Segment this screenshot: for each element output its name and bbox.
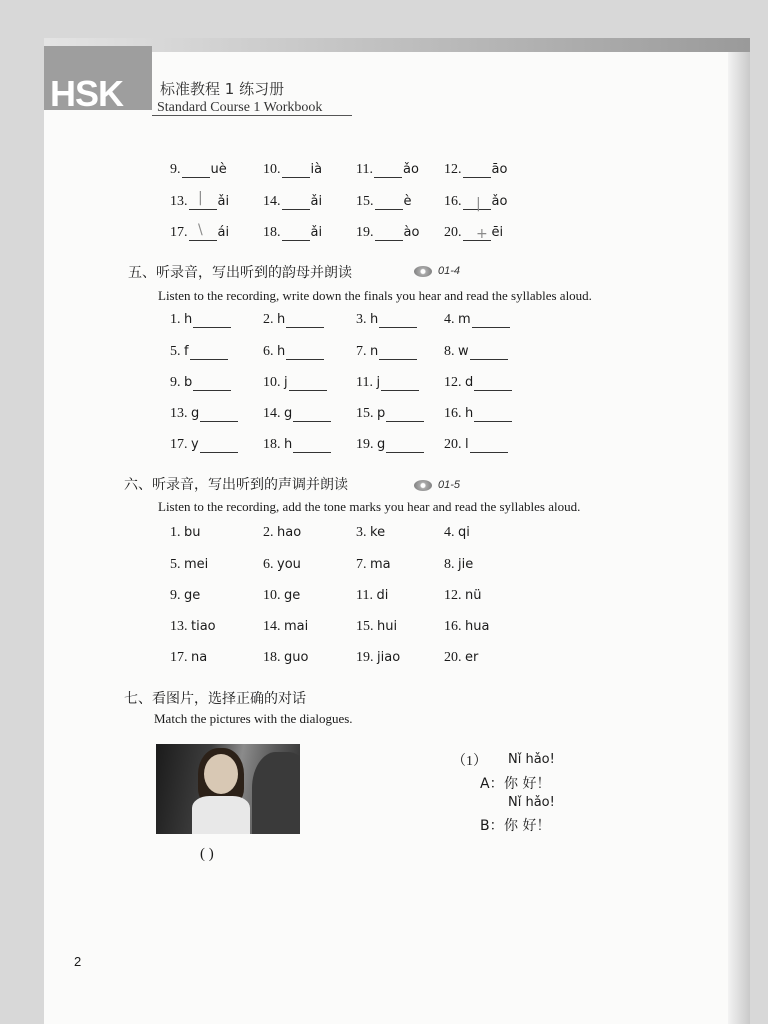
answer-blank[interactable] [190, 345, 228, 360]
item-syllable: guo [284, 650, 309, 665]
item-number: 11. [356, 162, 373, 177]
item-initial: y [191, 437, 199, 452]
item-initial: h [277, 312, 286, 327]
item-syllable: ge [184, 588, 201, 603]
item-syllable: qi [458, 525, 470, 540]
item-number: 10. [263, 162, 281, 177]
item-number: 8. [444, 557, 455, 572]
item-number: 19. [356, 225, 374, 240]
item-number: 14. [263, 619, 281, 634]
answer-blank[interactable] [463, 163, 491, 178]
item-syllable: ma [370, 557, 391, 572]
item-final: uè [210, 162, 227, 177]
answer-blank[interactable] [474, 376, 512, 391]
item-number: 6. [263, 557, 274, 572]
answer-blank[interactable] [282, 163, 310, 178]
item-number: 16. [444, 619, 462, 634]
item-number: 18. [263, 437, 281, 452]
final-item [356, 406, 425, 422]
workbook-page [44, 38, 750, 1024]
answer-blank[interactable] [386, 407, 424, 422]
answer-blank[interactable] [472, 313, 510, 328]
tone-item[interactable] [170, 525, 201, 541]
item-final: ēi [491, 225, 504, 240]
answer-blank[interactable] [182, 163, 210, 178]
final-item [170, 344, 229, 360]
tone-item[interactable] [263, 650, 308, 666]
tone-item[interactable] [444, 619, 489, 635]
item-number: 18. [263, 650, 281, 665]
item-number: 9. [170, 162, 181, 177]
item-number: 20. [444, 437, 462, 452]
item-final: ái [217, 225, 230, 240]
audio-disc-icon [414, 266, 432, 277]
item-number: 5. [170, 557, 181, 572]
final-item [444, 375, 513, 391]
handwriting-mark: \ [198, 222, 203, 238]
answer-blank[interactable] [286, 313, 324, 328]
book-title-cn: 标准教程 1 练习册 [160, 80, 285, 98]
hsk-logo: HSK [50, 73, 124, 114]
item-number: 8. [444, 344, 455, 359]
dialogue-label: （1） [452, 754, 487, 769]
answer-blank[interactable] [286, 345, 324, 360]
item-syllable: mei [184, 557, 209, 572]
item-initial: m [458, 312, 471, 327]
item-final: ià [310, 162, 323, 177]
item-final: ǎo [491, 194, 508, 209]
item-number: 7. [356, 557, 367, 572]
item-number: 10. [263, 588, 281, 603]
item-initial: g [191, 406, 200, 421]
item-initial: j [376, 375, 381, 390]
final-item [170, 375, 232, 391]
answer-blank[interactable] [193, 313, 231, 328]
item-number: 20. [444, 225, 462, 240]
final-item [444, 406, 513, 422]
page-number: 2 [74, 954, 82, 969]
item-initial: h [284, 437, 293, 452]
item-syllable: you [277, 557, 301, 572]
initial-item [356, 194, 412, 210]
item-number: 12. [444, 588, 462, 603]
tone-item[interactable] [170, 619, 216, 635]
item-number: 12. [444, 162, 462, 177]
final-item [263, 406, 332, 422]
dialogue-photo [156, 744, 300, 834]
item-syllable: hua [465, 619, 490, 634]
tone-item[interactable] [444, 588, 481, 604]
answer-blank[interactable] [375, 226, 403, 241]
item-number: 14. [263, 406, 281, 421]
dialogue-hanzi: 你 好！ [504, 818, 551, 834]
item-number: 15. [356, 619, 374, 634]
initial-item [356, 162, 419, 178]
item-number: 17. [170, 225, 188, 240]
item-initial: g [284, 406, 293, 421]
handwriting-mark: | [198, 190, 203, 206]
page-edge-shadow [728, 38, 750, 1024]
item-number: 4. [444, 525, 455, 540]
final-item [444, 344, 509, 360]
item-initial: p [377, 406, 386, 421]
final-item [356, 375, 420, 391]
item-number: 1. [170, 525, 181, 540]
tone-item[interactable] [263, 619, 308, 635]
item-number: 3. [356, 525, 367, 540]
initial-item [263, 225, 322, 241]
item-syllable: bu [184, 525, 201, 540]
item-number: 13. [170, 619, 188, 634]
item-number: 4. [444, 312, 455, 327]
item-syllable: ge [284, 588, 301, 603]
item-final: è [403, 194, 412, 209]
initial-item [263, 162, 322, 178]
section6-title: 六、听录音，写出听到的声调并朗读 [124, 477, 348, 493]
item-number: 10. [263, 375, 281, 390]
item-number: 9. [170, 375, 181, 390]
item-initial: h [184, 312, 193, 327]
item-number: 7. [356, 344, 367, 359]
tone-item[interactable] [170, 557, 208, 573]
item-syllable: jie [458, 557, 474, 572]
answer-blank[interactable] [293, 407, 331, 422]
item-number: 6. [263, 344, 274, 359]
item-syllable: hui [377, 619, 398, 634]
item-initial: h [277, 344, 286, 359]
final-item [263, 344, 325, 360]
item-number: 16. [444, 194, 462, 209]
item-initial: g [377, 437, 386, 452]
item-syllable: di [376, 588, 389, 603]
section5-title: 五、听录音，写出听到的韵母并朗读 [128, 265, 352, 281]
item-initial: f [184, 344, 189, 359]
tone-item[interactable] [444, 650, 478, 666]
answer-blank[interactable] [375, 195, 403, 210]
final-item [263, 375, 328, 391]
section6-instruction: Listen to the recording, add the tone marks you hear and read the syllables aloud. [158, 499, 581, 514]
item-final: ǎi [217, 194, 230, 209]
item-number: 12. [444, 375, 462, 390]
item-number: 16. [444, 406, 462, 421]
item-final: āo [491, 162, 508, 177]
item-initial: j [284, 375, 288, 390]
item-number: 13. [170, 194, 188, 209]
item-initial: w [458, 344, 469, 359]
answer-blank[interactable] [293, 438, 331, 453]
item-initial: n [370, 344, 379, 359]
tone-item[interactable] [444, 557, 473, 573]
answer-blank[interactable] [200, 438, 238, 453]
initial-item [444, 162, 507, 178]
final-item [170, 312, 232, 328]
item-syllable: mai [284, 619, 309, 634]
item-syllable: na [191, 650, 208, 665]
item-syllable: jiao [377, 650, 401, 665]
handwriting-mark: | [476, 196, 481, 212]
final-item [263, 312, 325, 328]
header-rule [152, 115, 352, 116]
item-number: 2. [263, 525, 274, 540]
answer-blank[interactable]: ( ) [200, 846, 214, 862]
item-syllable: nü [465, 588, 482, 603]
item-initial: h [370, 312, 379, 327]
tone-item[interactable] [356, 588, 388, 604]
final-item [356, 312, 418, 328]
handwriting-mark: + [476, 226, 488, 242]
tone-item[interactable] [170, 588, 200, 604]
tone-item[interactable] [444, 525, 470, 541]
final-item [170, 437, 239, 453]
section5-instruction: Listen to the recording, write down the finals you hear and read the syllables aloud. [158, 288, 592, 303]
item-number: 18. [263, 225, 281, 240]
section5-track: 01-4 [438, 265, 461, 277]
dialogue-pinyin: Nǐ hǎo! [508, 752, 555, 767]
item-number: 20. [444, 650, 462, 665]
item-number: 1. [170, 312, 181, 327]
item-number: 5. [170, 344, 181, 359]
item-initial: d [465, 375, 474, 390]
book-title-en: Standard Course 1 Workbook [157, 100, 323, 115]
tone-item[interactable] [263, 557, 301, 573]
item-number: 11. [356, 375, 373, 390]
item-number: 11. [356, 588, 373, 603]
item-number: 17. [170, 437, 188, 452]
item-final: ǎi [310, 194, 323, 209]
tone-item[interactable] [356, 525, 385, 541]
item-syllable: ke [370, 525, 386, 540]
initial-item [170, 162, 227, 178]
answer-blank[interactable] [470, 438, 508, 453]
item-number: 19. [356, 650, 374, 665]
answer-blank[interactable] [386, 438, 424, 453]
item-number: 19. [356, 437, 374, 452]
item-initial: l [465, 437, 469, 452]
answer-blank[interactable] [282, 226, 310, 241]
tone-item[interactable] [263, 588, 300, 604]
answer-blank[interactable] [379, 313, 417, 328]
item-syllable: er [465, 650, 479, 665]
section6-track: 01-5 [438, 479, 461, 491]
item-final: ǎo [402, 162, 419, 177]
dialogue-speaker: B： [480, 818, 504, 834]
answer-blank[interactable] [381, 376, 419, 391]
tone-item[interactable] [356, 557, 391, 573]
initial-item [356, 225, 419, 241]
final-item [444, 437, 509, 453]
dialogue-speaker: A： [480, 776, 504, 792]
answer-blank[interactable] [379, 345, 417, 360]
photo-girl-shirt [192, 796, 250, 834]
dialogue-hanzi: 你 好！ [504, 776, 551, 792]
item-initial: b [184, 375, 193, 390]
tone-item[interactable] [356, 619, 397, 635]
item-syllable: tiao [191, 619, 216, 634]
dialogue-pinyin: Nǐ hǎo! [508, 795, 555, 810]
initial-item [444, 225, 503, 241]
answer-blank[interactable] [282, 195, 310, 210]
section5-audio[interactable] [414, 265, 460, 277]
item-number: 2. [263, 312, 274, 327]
item-final: ǎi [310, 225, 323, 240]
item-number: 3. [356, 312, 367, 327]
tone-item[interactable] [170, 650, 207, 666]
photo-girl-face [204, 754, 238, 794]
item-number: 17. [170, 650, 188, 665]
final-item [263, 437, 332, 453]
final-item [356, 344, 418, 360]
answer-blank[interactable] [374, 163, 402, 178]
item-syllable: hao [277, 525, 302, 540]
final-item [170, 406, 239, 422]
answer-blank[interactable] [193, 376, 231, 391]
item-number: 15. [356, 406, 374, 421]
item-final: ào [403, 225, 420, 240]
final-item [444, 312, 511, 328]
final-item [356, 437, 425, 453]
answer-blank[interactable] [200, 407, 238, 422]
tone-item[interactable] [356, 650, 400, 666]
initial-item [263, 194, 322, 210]
item-initial: h [465, 406, 474, 421]
item-number: 13. [170, 406, 188, 421]
section7-title: 七、看图片，选择正确的对话 [124, 691, 306, 707]
audio-disc-icon [414, 480, 432, 491]
photo-second-person [252, 752, 300, 834]
section7-instruction: Match the pictures with the dialogues. [154, 711, 353, 726]
item-number: 14. [263, 194, 281, 209]
item-number: 9. [170, 588, 181, 603]
item-number: 15. [356, 194, 374, 209]
section6-audio[interactable] [414, 479, 460, 491]
answer-blank[interactable] [474, 407, 512, 422]
tone-item[interactable] [263, 525, 301, 541]
answer-blank[interactable] [289, 376, 327, 391]
answer-blank[interactable] [470, 345, 508, 360]
